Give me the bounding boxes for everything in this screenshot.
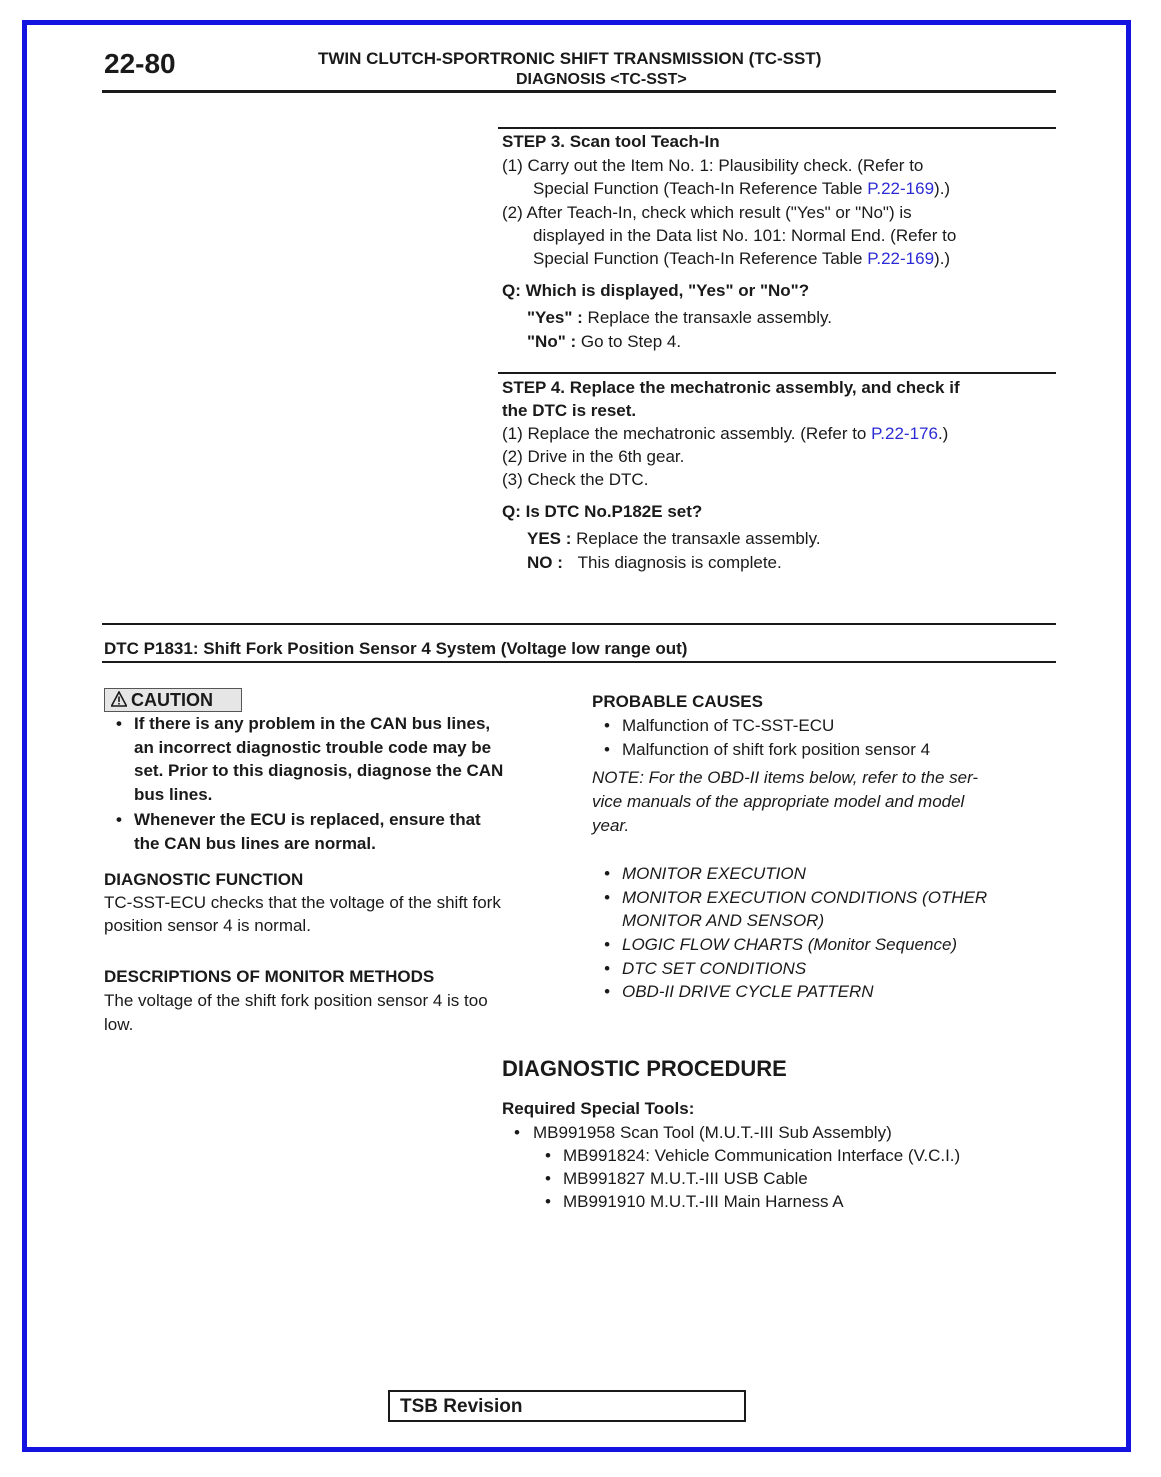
- caution-bullet-1: •: [116, 714, 122, 733]
- obd-item-4: DTC SET CONDITIONS: [622, 959, 807, 978]
- step3-item1-text: Special Function (Teach-In Reference Table: [533, 179, 868, 198]
- step3-no-text: Go to Step 4.: [576, 332, 682, 351]
- tsb-revision-box: [388, 1390, 746, 1422]
- obd-item-3: LOGIC FLOW CHARTS (Monitor Sequence): [622, 935, 958, 954]
- step4-yes-label: YES :: [527, 529, 572, 548]
- step4-item1: [502, 422, 948, 445]
- obd-bullet-5: •: [604, 982, 610, 1001]
- page-number: 22-80: [104, 48, 176, 79]
- probable-causes-heading: PROBABLE CAUSES: [592, 692, 763, 711]
- step4-item3: (3) Check the DTC.: [502, 470, 649, 489]
- caution-box: [104, 688, 242, 712]
- diag-function-line1: TC-SST-ECU checks that the voltage of the shift fork: [104, 893, 501, 912]
- tool-bullet-1b: •: [545, 1169, 551, 1188]
- cause-2: Malfunction of shift fork position sensor 4: [622, 740, 931, 759]
- obd-item-1: MONITOR EXECUTION: [622, 864, 806, 883]
- cause-bullet-1: •: [604, 716, 610, 735]
- caution-bullet-2: •: [116, 810, 122, 829]
- step4-item1-text: (1) Replace the mechatronic assembly. (Refer to: [502, 424, 872, 443]
- tools-heading: Required Special Tools:: [502, 1099, 695, 1118]
- note-line3: year.: [592, 816, 630, 835]
- step4-item1-link[interactable]: P.22-176: [871, 424, 938, 443]
- caution-b1-line4: bus lines.: [134, 785, 213, 804]
- monitor-methods-line1: The voltage of the shift fork position sensor 4 is too: [104, 991, 488, 1010]
- step3-item1-end: ).): [934, 179, 951, 198]
- obd-bullet-1: •: [604, 864, 610, 883]
- dtc-bottom-rule: [102, 661, 1056, 663]
- tool-1a: MB991824: Vehicle Communication Interface (V.C.I.): [563, 1146, 961, 1165]
- diag-function-heading: DIAGNOSTIC FUNCTION: [104, 870, 304, 889]
- step3-item1-line1: (1) Carry out the Item No. 1: Plausibility check. (Refer to: [502, 156, 924, 175]
- step3-question: Q: Which is displayed, "Yes" or "No"?: [502, 281, 810, 300]
- obd-bullet-4: •: [604, 959, 610, 978]
- cause-1: Malfunction of TC-SST-ECU: [622, 716, 835, 735]
- step4-heading-line1: STEP 4. Replace the mechatronic assembly, and check if: [502, 378, 960, 397]
- step4-no-text: This diagnosis is complete.: [577, 553, 782, 572]
- step3-rule: [498, 127, 1056, 129]
- tool-1c: MB991910 M.U.T.-III Main Harness A: [563, 1192, 844, 1211]
- dtc-top-rule: [102, 623, 1056, 625]
- step4-item1-end: .): [937, 424, 949, 443]
- warning-icon: [111, 691, 127, 707]
- step4-answer-yes: [527, 527, 821, 550]
- step3-answer-yes: [527, 306, 832, 329]
- caution-b1-line3: set. Prior to this diagnosis, diagnose the CAN: [134, 761, 504, 780]
- step3-yes-label: "Yes" :: [527, 308, 583, 327]
- step3-no-label: "No" :: [527, 332, 577, 351]
- header-rule: [102, 90, 1056, 93]
- step3-item1-link[interactable]: P.22-169: [867, 179, 935, 198]
- step3-heading: STEP 3. Scan tool Teach-In: [502, 132, 720, 151]
- step3-yes-text: Replace the transaxle assembly.: [582, 308, 832, 327]
- step4-no-label: NO :: [527, 553, 563, 572]
- step3-item2-line3: [533, 247, 950, 270]
- tool-1: MB991958 Scan Tool (M.U.T.-III Sub Assembly): [533, 1123, 892, 1142]
- obd-item-2a: MONITOR EXECUTION CONDITIONS (OTHER: [622, 888, 988, 907]
- caution-b2-line1: Whenever the ECU is replaced, ensure that: [134, 810, 481, 829]
- cause-bullet-2: •: [604, 740, 610, 759]
- dtc-title: DTC P1831: Shift Fork Position Sensor 4 System (Voltage low range out): [104, 639, 688, 658]
- obd-item-5: OBD-II DRIVE CYCLE PATTERN: [622, 982, 874, 1001]
- step4-item2: (2) Drive in the 6th gear.: [502, 447, 685, 466]
- tool-bullet-1: •: [514, 1123, 520, 1142]
- monitor-methods-line2: low.: [104, 1015, 134, 1034]
- step4-heading-line2: the DTC is reset.: [502, 401, 637, 420]
- step3-item2-line1: (2) After Teach-In, check which result ("Yes" or "No") is: [502, 203, 912, 222]
- step3-item2-link[interactable]: P.22-169: [867, 249, 935, 268]
- step4-question: Q: Is DTC No.P182E set?: [502, 502, 703, 521]
- page-subtitle: DIAGNOSIS <TC-SST>: [516, 71, 687, 88]
- diag-function-line2: position sensor 4 is normal.: [104, 916, 311, 935]
- step4-answer-no: [527, 551, 782, 574]
- step4-yes-text: Replace the transaxle assembly.: [571, 529, 821, 548]
- note-line1: NOTE: For the OBD-II items below, refer to the ser-: [592, 768, 979, 787]
- caution-label: CAUTION: [131, 690, 213, 710]
- step3-item2-line2: displayed in the Data list No. 101: Normal End. (Refer to: [533, 226, 957, 245]
- tool-1b: MB991827 M.U.T.-III USB Cable: [563, 1169, 808, 1188]
- caution-b2-line2: the CAN bus lines are normal.: [134, 834, 376, 853]
- procedure-heading: DIAGNOSTIC PROCEDURE: [502, 1056, 787, 1081]
- step3-item2-end: ).): [934, 249, 951, 268]
- obd-item-2b: MONITOR AND SENSOR): [622, 911, 825, 930]
- caution-b1-line2: an incorrect diagnostic trouble code may be: [134, 738, 492, 757]
- note-line2: vice manuals of the appropriate model and model: [592, 792, 965, 811]
- step4-rule: [498, 372, 1056, 374]
- monitor-methods-heading: DESCRIPTIONS OF MONITOR METHODS: [104, 967, 435, 986]
- obd-bullet-2: •: [604, 888, 610, 907]
- caution-b1-line1: If there is any problem in the CAN bus lines,: [134, 714, 491, 733]
- page-title: TWIN CLUTCH-SPORTRONIC SHIFT TRANSMISSION (TC-SST): [318, 49, 822, 68]
- step3-item2-text: Special Function (Teach-In Reference Table: [533, 249, 868, 268]
- obd-bullet-3: •: [604, 935, 610, 954]
- step3-item1-line2: [533, 177, 950, 200]
- tool-bullet-1c: •: [545, 1192, 551, 1211]
- tsb-revision-label: TSB Revision: [400, 1396, 523, 1417]
- step3-answer-no: [527, 330, 681, 353]
- tool-bullet-1a: •: [545, 1146, 551, 1165]
